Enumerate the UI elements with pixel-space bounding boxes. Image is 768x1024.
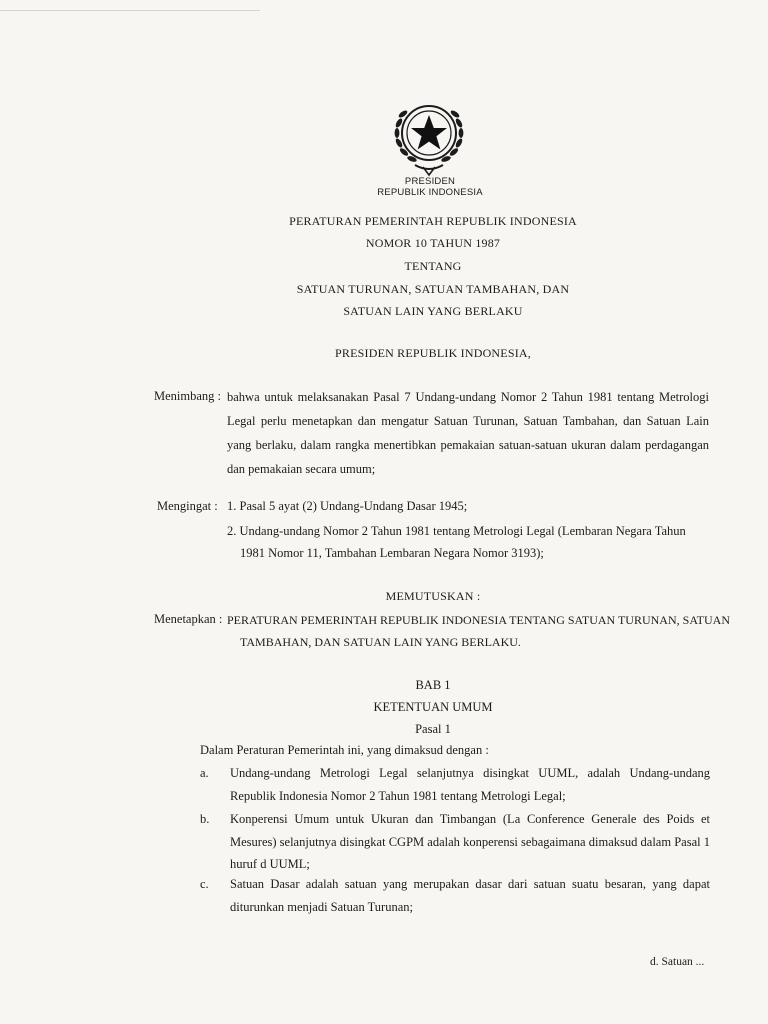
menimbang-text: bahwa untuk melaksanakan Pasal 7 Undang-undang Nomor 2 Tahun 1981 tentang Metrologi Legal perlu menetapkan dan mengatur Satuan Turunan, Satuan Tambahan, dan Satuan Lain yang berlaku, dalam rangka menertibkan pemakaian satuan-satuan ukuran dalam perdagangan dan pemakaian secara umum; bbox=[227, 390, 709, 476]
title-line1: PERATURAN PEMERINTAH REPUBLIK INDONESIA bbox=[289, 214, 577, 228]
item-a-text: Undang-undang Metrologi Legal selanjutnya disingkat UUML, adalah Undang-undang Republik Indonesia Nomor 2 Tahun 1981 tentang Metrologi Legal; bbox=[230, 766, 710, 803]
menetapkan-line2: TAMBAHAN, DAN SATUAN LAIN YANG BERLAKU. bbox=[240, 635, 521, 649]
letterhead-line1: PRESIDEN bbox=[404, 176, 456, 187]
menetapkan-label: Menetapkan : bbox=[154, 612, 223, 626]
title-line5: SATUAN LAIN YANG BERLAKU bbox=[343, 304, 523, 318]
presidential-emblem bbox=[385, 93, 473, 181]
item-c-letter: c. bbox=[200, 877, 209, 891]
mengingat-label: Mengingat : bbox=[157, 499, 218, 513]
mengingat-item2-line1: 2. Undang-undang Nomor 2 Tahun 1981 tentang Metrologi Legal (Lembaran Negara Tahun bbox=[227, 524, 686, 538]
menetapkan-line1: PERATURAN PEMERINTAH REPUBLIK INDONESIA TENTANG SATUAN TURUNAN, SATUAN bbox=[227, 613, 730, 627]
definitions-intro: Dalam Peraturan Pemerintah ini, yang dimaksud dengan : bbox=[200, 743, 489, 757]
president-heading: PRESIDEN REPUBLIK INDONESIA, bbox=[335, 346, 531, 360]
menimbang-label: Menimbang : bbox=[154, 389, 222, 403]
title-line2: NOMOR 10 TAHUN 1987 bbox=[365, 236, 501, 250]
mengingat-item1: 1. Pasal 5 ayat (2) Undang-Undang Dasar 1945; bbox=[227, 499, 468, 513]
title-line3: TENTANG bbox=[404, 259, 462, 273]
letterhead-line2: REPUBLIK INDONESIA bbox=[377, 187, 483, 198]
item-b-text: Konperensi Umum untuk Ukuran dan Timbangan (La Conference Generale des Poids et Mesures) selanjutnya disingkat CGPM adalah konperensi sebagaimana dimaksud dalam Pasal 1 huruf d UUML; bbox=[230, 812, 710, 871]
title-line4: SATUAN TURUNAN, SATUAN TAMBAHAN, DAN bbox=[296, 282, 570, 296]
page-continuation: d. Satuan ... bbox=[650, 956, 705, 968]
bab-number: BAB 1 bbox=[415, 678, 451, 692]
mengingat-item2-line2: 1981 Nomor 11, Tambahan Lembaran Negara Nomor 3193); bbox=[240, 546, 544, 560]
scan-artifact-line bbox=[0, 10, 260, 11]
pasal-heading: Pasal 1 bbox=[415, 722, 451, 736]
bab-title: KETENTUAN UMUM bbox=[373, 700, 493, 714]
item-b-letter: b. bbox=[200, 812, 210, 826]
item-a-letter: a. bbox=[200, 766, 209, 780]
item-c-text: Satuan Dasar adalah satuan yang merupakan dasar dari satuan suatu besaran, yang dapat diturunkan menjadi Satuan Turunan; bbox=[230, 877, 710, 914]
memutuskan-heading: MEMUTUSKAN : bbox=[385, 589, 481, 603]
